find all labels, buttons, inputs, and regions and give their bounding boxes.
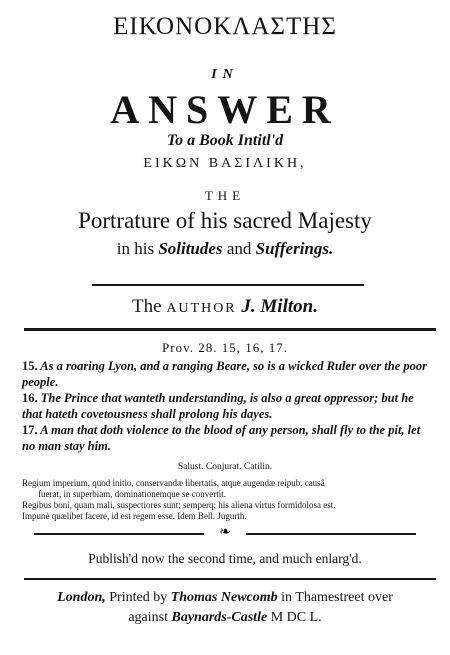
sallust-reference: Salust. Conjurat. Catilin. [177,462,273,472]
author-line [0,297,450,316]
eikon-basilike-title: ΕΙΚΩΝ ΒΑΣΙΛΙΚΗ, [143,156,307,171]
ornament-rule-right [246,533,416,535]
portraiture-line: Portrature of his sacred Majesty [78,208,372,233]
imprint-printer: Thomas Newcomb [170,590,278,605]
latin-line-3: Regibus boni, quam mali, suspectiores sunt; semperq; his aliena virtus formidolosa est. [22,500,336,510]
to-a-book-line: To a Book Intitl'd [166,132,284,149]
imprint-street: in Thamestreet over [281,590,393,605]
latin-line-4: Impunè quælibet facere, id est regem esse. Idem Bell. Jugurth. [22,511,247,521]
and-text: and [226,239,252,258]
imprint-sign: Baynards-Castle [171,610,268,625]
verse-number: 16. [22,391,38,405]
verse-16 [22,391,432,422]
rule-below-author [24,328,436,331]
in-word: IN [211,67,239,82]
answer-heading: ANSWER [110,87,340,132]
verse-17 [22,423,432,454]
solitudes-line [0,240,450,257]
verse-text: A man that doth violence to the blood of any person, shall fly to the pit, let no man stay him. [22,423,421,453]
author-the: The [132,296,162,317]
verse-number: 17. [22,423,38,437]
rule-above-imprint [24,578,436,580]
sufferings-word: Sufferings. [255,239,334,258]
latin-line-2: fuerat, in superbiam, dominationemque se convertit. [38,489,226,499]
rule-above-author [92,284,364,286]
imprint-london: London, [57,590,106,605]
proverbs-reference: Prov. 28. 15, 16, 17. [162,340,288,355]
verse-number: 15. [22,359,38,373]
solitudes-word: Solitudes [158,239,223,258]
imprint-against: against [128,610,168,625]
greek-title: ΕΙΚΟΝΟΚΛΑΣΤΗΣ [113,13,337,40]
imprint-year: M DC L. [270,610,322,625]
fleuron-ornament: ❧ [219,525,231,540]
verse-15 [22,359,432,390]
imprint-line-2 [0,611,450,625]
imprint-printed-by: Printed by [109,590,168,605]
verse-text: The Prince that wanteth understanding, is also a great oppressor; but he that hateth covetousness shall prolong his dayes. [22,391,414,421]
edition-statement: Publish'd now the second time, and much enlarg'd. [88,551,362,566]
latin-line-1: Regium imperium, quod initio, conservandæ libertatis, atque augendæ reipub. causâ [22,478,325,488]
author-label: AUTHOR [166,301,237,316]
the-word: THE [204,188,246,203]
author-name: J. Milton. [241,296,318,317]
in-his-text: in his [116,239,155,258]
verse-text: As a roaring Lyon, and a ranging Beare, so is a wicked Ruler over the poor people. [22,359,428,389]
imprint-line-1 [0,591,450,605]
